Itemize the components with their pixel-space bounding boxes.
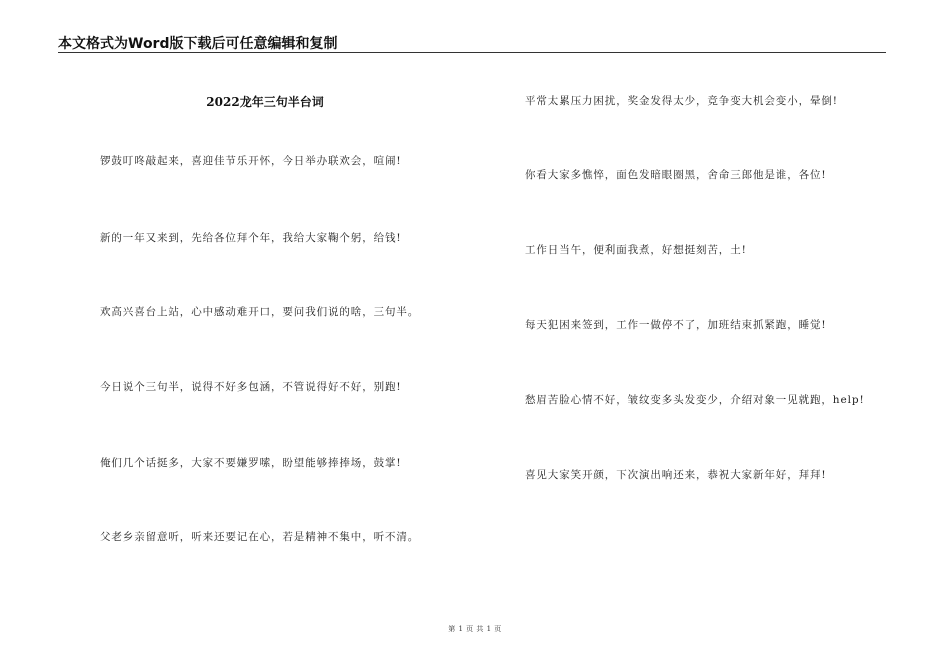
poem-line: 喜见大家笑开颜，下次演出响还来，恭祝大家新年好，拜拜! xyxy=(525,469,827,481)
document-title: 2022龙年三句半台词 xyxy=(206,95,324,109)
poem-line: 你看大家多憔悴，面色发暗眼圈黑，舍命三郎他是谁，各位! xyxy=(525,169,827,181)
page-number: 第 1 页 共 1 页 xyxy=(448,625,502,633)
poem-line: 今日说个三句半，说得不好多包涵，不管说得好不好，别跑! xyxy=(100,381,402,393)
poem-line: 欢高兴喜台上站，心中感动难开口，要问我们说的啥，三句半。 xyxy=(100,306,420,318)
poem-line: 每天犯困来签到，工作一做停不了，加班结束抓紧跑，睡觉! xyxy=(525,319,827,331)
header-title: 本文格式为Word版下载后可任意编辑和复制 xyxy=(58,36,338,52)
poem-line: 愁眉苦脸心情不好，皱纹变多头发变少，介绍对象一见就跑，help! xyxy=(525,394,865,406)
poem-line: 父老乡亲留意听，听来还要记在心，若是精神不集中，听不清。 xyxy=(100,531,420,543)
poem-line: 锣鼓叮咚敲起来，喜迎佳节乐开怀，今日举办联欢会，喧闹! xyxy=(100,155,402,167)
header-divider xyxy=(58,52,886,53)
poem-line: 俺们几个话挺多，大家不要嫌罗嗦，盼望能够捧捧场，鼓掌! xyxy=(100,457,402,469)
poem-line: 平常太累压力困扰，奖金发得太少，竞争变大机会变小，晕倒! xyxy=(525,95,838,107)
poem-line: 工作日当午，便利面我煮，好想挺刻苦，土! xyxy=(525,244,747,256)
poem-line: 新的一年又来到，先给各位拜个年，我给大家鞠个躬，给钱! xyxy=(100,232,402,244)
